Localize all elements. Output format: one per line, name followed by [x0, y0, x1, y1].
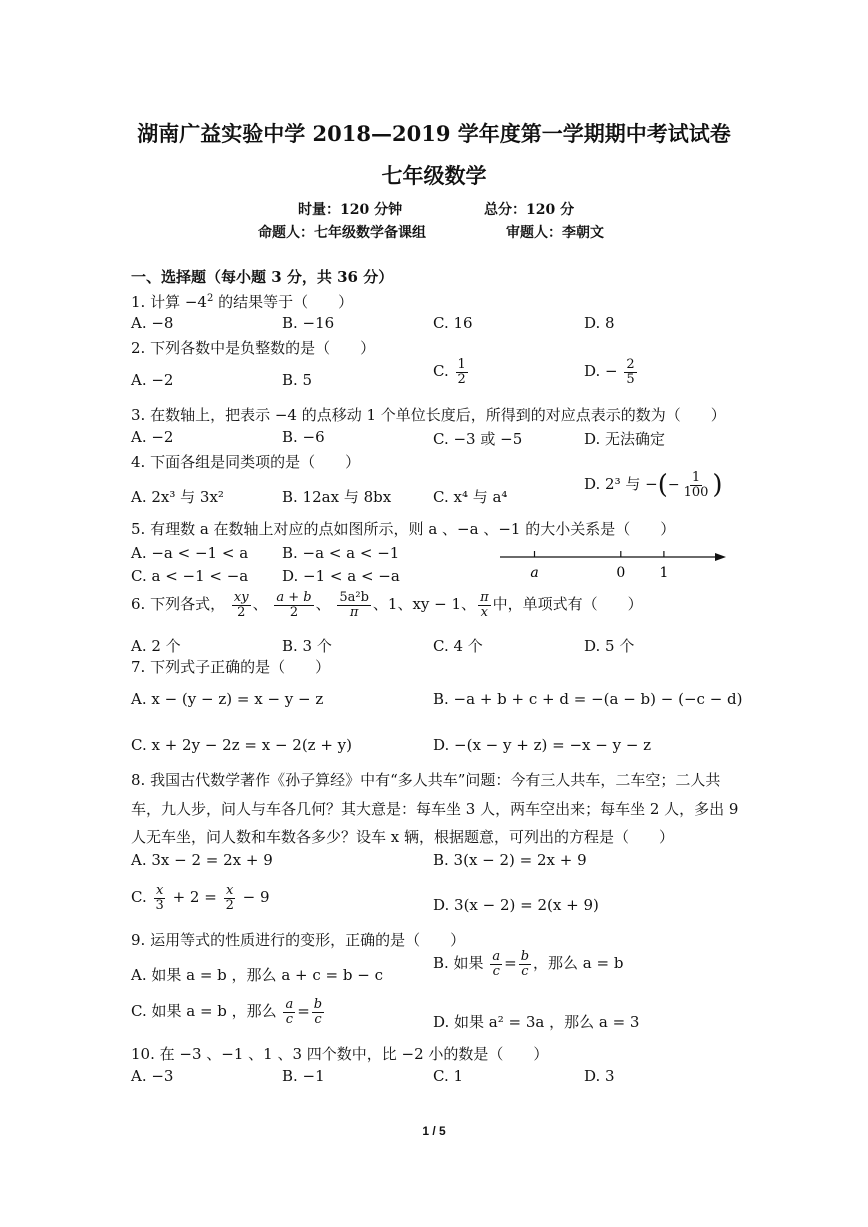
q10-option-a[interactable]: A. −3 [131, 1067, 174, 1085]
q7-option-b[interactable]: B. −a + b + c + d = −(a − b) − (−c − d) [433, 690, 743, 708]
exam-subtitle: 七年级数学 [381, 163, 487, 188]
question-9: 9. 运用等式的性质进行的变形，正确的是（ ） [131, 931, 466, 949]
question-6: 6. 下列各式， $\frac{xy}{2}$ 、 $\frac{a + b}{2}$ 、 $\frac{\text{5a²b}}{\pi}$ 、1、xy − 1、 $\frac{\pi}{x}$ 中，单项式有（ ） [131, 590, 643, 620]
q8-option-c[interactable]: C. $\frac{x}{3}$ + 2 = $\frac{x}{2}$ − 9 [131, 883, 270, 913]
q1-exponent: 2 [206, 293, 214, 304]
q6-fraction-1: $\frac{xy}{2}$ [233, 590, 249, 620]
q1-option-b[interactable]: B. −16 [282, 314, 335, 332]
q8-option-a[interactable]: A. 3x − 2 = 2x + 9 [131, 851, 273, 869]
q6-option-c[interactable]: C. 4 个 [433, 637, 483, 655]
number-line-figure [496, 545, 728, 583]
question-10: 10. 在 −3 、−1 、1 、3 四个数中，比 −2 小的数是（ ） [131, 1045, 549, 1063]
right-paren: ) [712, 470, 723, 500]
q2-option-b[interactable]: B. 5 [282, 371, 313, 389]
question-1 [131, 291, 353, 312]
q9-option-a[interactable]: A. 如果 a = b ，那么 a + c = b − c [131, 966, 383, 984]
q6-fraction-2: $\frac{a + b}{2}$ [276, 590, 312, 620]
question-2: 2. 下列各数中是负整数的是（ ） [131, 339, 376, 357]
q9-option-c[interactable]: C. 如果 a = b ，那么 $\frac{a}{c}$ = $\frac{b}{c}$ [131, 997, 323, 1027]
q2-option-d[interactable] [584, 358, 639, 386]
q2-option-a[interactable]: A. −2 [131, 371, 174, 389]
q8-c-fraction-2: $\frac{x}{2}$ [225, 883, 234, 913]
q6-option-d[interactable]: D. 5 个 [584, 637, 635, 655]
q4-option-a[interactable]: A. 2x³ 与 3x² [131, 488, 224, 506]
question-3: 3. 在数轴上，把表示 −4 的点移动 1 个单位长度后，所得到的对应点表示的数为（ ） [131, 406, 726, 424]
q9-b-fraction-2: $\frac{b}{c}$ [520, 949, 530, 979]
question-5: 5. 有理数 a 在数轴上对应的点如图所示，则 a 、−a 、−1 的大小关系是（ ） [131, 520, 676, 538]
q3-option-c[interactable]: C. −3 或 −5 [433, 430, 523, 448]
q2-c-label: C. [433, 362, 449, 381]
q2-d-fraction: $\frac{2}{5}$ [626, 357, 635, 387]
q10-option-c[interactable]: C. 1 [433, 1067, 464, 1085]
q1-option-d[interactable]: D. 8 [584, 314, 615, 332]
q1-option-c[interactable]: C. 16 [433, 314, 473, 332]
q7-option-c[interactable]: C. x + 2y − 2z = x − 2(z + y) [131, 736, 353, 754]
section-heading: 一、选择题（每小题 3 分，共 36 分） [131, 268, 394, 286]
q3-option-b[interactable]: B. −6 [282, 428, 325, 446]
q8-option-d[interactable]: D. 3(x − 2) = 2(x + 9) [433, 896, 599, 914]
label-0: 0 [616, 565, 626, 581]
q3-option-d[interactable]: D. 无法确定 [584, 430, 666, 448]
q6-fraction-3: $\frac{\text{5a²b}}{\pi}$ [339, 590, 369, 620]
exam-title: 湖南广益实验中学 2018—2019 学年度第一学期期中考试试卷 [137, 121, 731, 146]
label-a: a [530, 565, 539, 581]
q7-option-d[interactable]: D. −(x − y + z) = −x − y − z [433, 736, 652, 754]
q4-d-fraction: $\frac{1}{100}$ [683, 469, 709, 500]
q6-fraction-4: $\frac{\pi}{x}$ [480, 590, 489, 620]
q6-option-a[interactable]: A. 2 个 [131, 637, 181, 655]
q9-option-b[interactable]: B. 如果 $\frac{a}{c}$ = $\frac{b}{c}$ ，那么 a = b [433, 949, 624, 979]
q2-c-fraction: $\frac{1}{2}$ [457, 357, 466, 387]
question-4: 4. 下面各组是同类项的是（ ） [131, 453, 361, 471]
q4-option-b[interactable]: B. 12ax 与 8bx [282, 488, 392, 506]
q4-option-d[interactable]: D. 2³ 与 −(− $\frac{1}{100}$ ) [584, 469, 723, 500]
q10-option-d[interactable]: D. 3 [584, 1067, 615, 1085]
question-8: 8. 我国古代数学著作《孙子算经》中有“多人共车”问题：今有三人共车，二车空；二人共车，九人步，问人与车各几何？其大意是：每车坐 3 人，两车空出来；每车坐 2 人，多出 9 人无车坐，问人数和车数各多少？设车 x 辆，根据题意，可列出的方程是（ ） [131, 771, 739, 846]
time-limit: 时量：120 分钟 [298, 202, 403, 218]
q5-option-a[interactable]: A. −a < −1 < a [131, 544, 249, 562]
q8-c-fraction-1: $\frac{x}{3}$ [155, 883, 164, 913]
q6-option-b[interactable]: B. 3 个 [282, 637, 332, 655]
q3-option-a[interactable]: A. −2 [131, 428, 174, 446]
question-7: 7. 下列式子正确的是（ ） [131, 658, 331, 676]
q2-option-c[interactable] [433, 358, 470, 386]
q5-option-b[interactable]: B. −a < a < −1 [282, 544, 400, 562]
author: 命题人：七年级数学备课组 [258, 225, 426, 241]
q7-option-a[interactable]: A. x − (y − z) = x − y − z [131, 690, 324, 708]
label-1: 1 [659, 565, 669, 581]
q9-b-fraction-1: $\frac{a}{c}$ [492, 949, 501, 979]
reviewer: 审题人：李朝文 [506, 225, 604, 241]
number-line-arrow [715, 553, 726, 561]
q5-option-d[interactable]: D. −1 < a < −a [282, 567, 400, 585]
page-number: 1 / 5 [422, 1124, 446, 1138]
q1-stem: 1. 计算 −4 [131, 293, 207, 311]
q4-option-c[interactable]: C. x⁴ 与 a⁴ [433, 488, 508, 506]
q4-d-label: D. 2³ 与 − [584, 475, 658, 493]
q9-option-d[interactable]: D. 如果 a² = 3a ，那么 a = 3 [433, 1013, 640, 1031]
total-score: 总分：120 分 [484, 202, 575, 218]
q10-option-b[interactable]: B. −1 [282, 1067, 325, 1085]
left-paren: ( [657, 470, 668, 500]
q1-stem-end: 的结果等于（ ） [213, 293, 354, 311]
q8-option-b[interactable]: B. 3(x − 2) = 2x + 9 [433, 851, 587, 869]
q1-option-a[interactable]: A. −8 [131, 314, 174, 332]
q9-c-fraction-1: $\frac{a}{c}$ [285, 997, 294, 1027]
q9-c-fraction-2: $\frac{b}{c}$ [313, 997, 323, 1027]
q5-option-c[interactable]: C. a < −1 < −a [131, 567, 249, 585]
q2-d-label: D. − [584, 362, 618, 381]
